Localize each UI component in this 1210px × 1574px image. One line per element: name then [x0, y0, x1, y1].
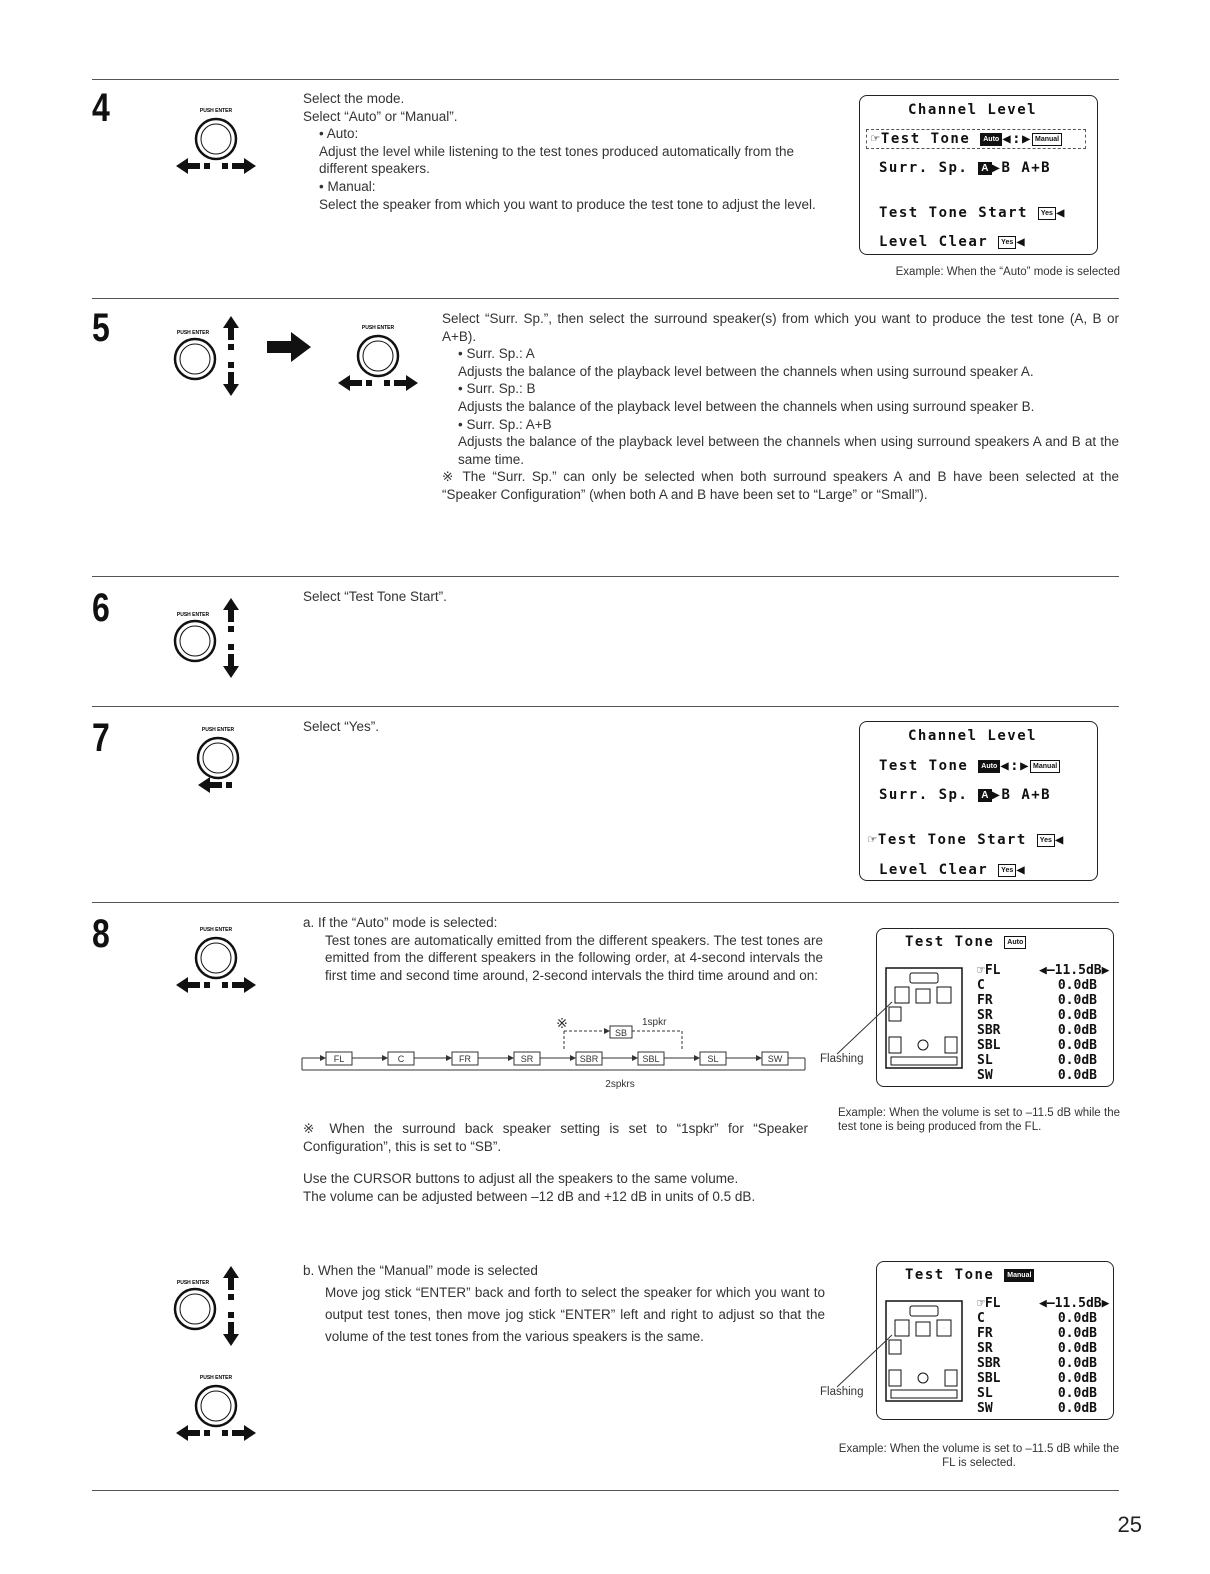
- channel-row: [977, 1023, 1097, 1038]
- channel-level: 0.0dB: [1057, 1386, 1097, 1401]
- display-row-start: ☞Test Tone Start Yes ◀: [868, 832, 1065, 848]
- flow-box-sb: SB: [614, 1028, 628, 1038]
- paragraph: Select the speaker from which you want to produce the test tone to adjust the level.: [319, 196, 816, 212]
- paragraph: Select “Yes”.: [303, 719, 380, 734]
- push-enter-label: PUSH ENTER: [361, 325, 395, 331]
- channel-row: [977, 963, 1110, 978]
- jog-stick-left-right-icon: [171, 1370, 261, 1455]
- mode-chip: Manual: [1004, 1269, 1034, 1282]
- flashing-label: Flashing: [820, 1386, 864, 1398]
- row-label: Surr. Sp.: [879, 160, 969, 176]
- yes-chip: Yes: [998, 236, 1016, 249]
- display-title: [905, 934, 1026, 950]
- channel-level: 0.0dB: [1057, 1371, 1097, 1386]
- flow-box-label: FL: [333, 1054, 345, 1064]
- display-row-test-tone: Test Tone Auto ◀:▶ Manual: [879, 758, 1060, 774]
- step-number: 8: [92, 912, 110, 956]
- push-enter-label: PUSH ENTER: [176, 612, 210, 618]
- channel-level: ◀–11.5dB▶: [1039, 963, 1110, 978]
- paragraph: Use the CURSOR buttons to adjust all the speakers to the same volume.: [303, 1171, 739, 1186]
- flow-arrowhead: [508, 1055, 514, 1061]
- channel-name: FR: [977, 993, 993, 1008]
- push-enter-label: PUSH ENTER: [201, 727, 235, 733]
- channel-name: SBR: [977, 1356, 1001, 1371]
- flashing-pointer: [832, 1333, 902, 1393]
- surr-a-chip: A: [978, 789, 991, 802]
- display-row-test-tone: ☞Test Tone Auto ◀:▶ Manual: [866, 129, 1086, 149]
- push-enter-label: PUSH ENTER: [176, 1280, 210, 1286]
- display-caption: Example: When the “Auto” mode is selected: [895, 266, 1120, 278]
- channel-row: [977, 1053, 1097, 1068]
- paragraph: The volume can be adjusted between –12 dB and +12 dB in units of 0.5 dB.: [303, 1188, 756, 1204]
- channel-name: SL: [977, 1386, 993, 1401]
- channel-name: SBR: [977, 1023, 1001, 1038]
- paragraph: Adjusts the balance of the playback level between the channels when using surround speaker B.: [458, 398, 1035, 414]
- yes-chip: Yes: [998, 864, 1016, 877]
- channel-level: 0.0dB: [1057, 1356, 1097, 1371]
- step-8a-text: [303, 914, 823, 984]
- paragraph: Select “Test Tone Start”.: [303, 589, 447, 604]
- display-row-clear: Level Clear Yes ◀: [879, 862, 1027, 878]
- surr-options: B A+B: [1001, 787, 1052, 803]
- row-label: ☞Test Tone: [871, 131, 971, 147]
- display-row-clear: Level Clear Yes ◀: [879, 234, 1027, 250]
- bullet-item: • Surr. Sp.: A+B: [458, 416, 552, 432]
- jog-stick-left-icon: [173, 722, 263, 807]
- step-number: 6: [92, 586, 110, 630]
- row-label: Test Tone: [905, 1267, 995, 1283]
- channel-name: C: [977, 978, 985, 993]
- channel-name: SBL: [977, 1038, 1001, 1053]
- paragraph: b. When the “Manual” mode is selected: [303, 1263, 538, 1278]
- channel-row: [977, 1038, 1097, 1053]
- jog-stick-up-down-icon: [173, 1262, 248, 1357]
- divider: [92, 298, 1119, 299]
- channel-level: 0.0dB: [1057, 1053, 1097, 1068]
- surr-options: B A+B: [1001, 160, 1052, 176]
- mode-chip: Auto: [1004, 936, 1026, 949]
- channel-name: ☞FL: [977, 963, 1001, 978]
- row-label: Test Tone: [879, 758, 969, 774]
- speaker-order-diagram: [300, 1012, 820, 1097]
- paragraph: Adjusts the balance of the playback level between the channels when using surround speaker A.: [458, 363, 1034, 379]
- channel-level: 0.0dB: [1057, 1341, 1097, 1356]
- bullet-item: • Manual:: [319, 178, 376, 194]
- push-enter-label: PUSH ENTER: [199, 1375, 233, 1381]
- channel-level: 0.0dB: [1057, 993, 1097, 1008]
- channel-row: [977, 1296, 1110, 1311]
- display-title: Channel Level: [908, 728, 1038, 744]
- row-label: Test Tone: [905, 934, 995, 950]
- push-enter-label: PUSH ENTER: [176, 330, 210, 336]
- channel-row: [977, 978, 1097, 993]
- channel-level-display: [859, 721, 1098, 881]
- divider: [92, 1490, 1119, 1491]
- divider: [92, 576, 1119, 577]
- paragraph: Move jog stick “ENTER” back and forth to select the speaker for which you want to output test tones, then move jog stick “ENTER” left and right to adjust so that the volume of the test tones from the various speakers is the same.: [325, 1285, 825, 1344]
- step-8-note: ※ When the surround back speaker setting is set to “1spkr” for “Speaker Configuration”, this is set to “SB”.: [303, 1121, 808, 1154]
- channel-list: [977, 963, 1110, 1083]
- manual-chip: Manual: [1030, 760, 1060, 773]
- bullet-item: • Auto:: [319, 126, 359, 142]
- channel-name: SW: [977, 1401, 993, 1416]
- step-8b-text: [303, 1260, 825, 1348]
- display-caption: Example: When the volume is set to –11.5 dB while the FL is selected.: [838, 1443, 1120, 1469]
- channel-name: FR: [977, 1326, 993, 1341]
- flow-box-label: SR: [520, 1054, 534, 1064]
- display-title: [905, 1267, 1034, 1283]
- channel-name: SW: [977, 1068, 993, 1083]
- channel-row: [977, 993, 1097, 1008]
- channel-name: SBL: [977, 1371, 1001, 1386]
- paragraph: Adjusts the balance of the playback level between the channels when using surround speakers A and B at the same time.: [458, 434, 1119, 467]
- push-enter-label: PUSH ENTER: [199, 108, 233, 114]
- display-row-start: Test Tone Start Yes ◀: [879, 205, 1066, 221]
- flow-arrowhead: [694, 1055, 700, 1061]
- flow-boxes: [302, 1052, 805, 1065]
- channel-level: 0.0dB: [1057, 978, 1097, 993]
- flow-arrowhead: [570, 1055, 576, 1061]
- step-6-text: [303, 588, 803, 606]
- jog-stick-left-right-icon: [171, 103, 261, 188]
- display-title: Channel Level: [908, 102, 1038, 118]
- one-speaker-label: 1spkr: [642, 1017, 667, 1028]
- flow-box-label: SBR: [579, 1054, 599, 1064]
- display-row-surr: Surr. Sp. A ▶B A+B: [879, 787, 1052, 803]
- jog-stick-left-right-icon: [171, 922, 261, 1007]
- channel-level: 0.0dB: [1057, 1023, 1097, 1038]
- test-tone-manual-display: [876, 1261, 1114, 1420]
- step-8-cursor-text: [303, 1170, 808, 1205]
- jog-stick-up-down-icon: [173, 594, 248, 689]
- jog-stick-up-down-icon: [173, 312, 248, 407]
- channel-level: 0.0dB: [1057, 1068, 1097, 1083]
- row-label: Level Clear: [879, 862, 989, 878]
- test-tone-auto-display: [876, 928, 1114, 1087]
- auto-chip: Auto: [978, 760, 1000, 773]
- channel-name: SR: [977, 1008, 993, 1023]
- flow-box-label: FR: [459, 1054, 471, 1064]
- paragraph: Select “Surr. Sp.”, then select the surround speaker(s) from which you want to produce the test tone (A, B or A+B).: [442, 311, 1119, 344]
- channel-row: [977, 1311, 1097, 1326]
- flow-box-label: SW: [767, 1054, 783, 1064]
- surr-a-chip: A: [978, 162, 991, 175]
- step-4-text: [303, 90, 825, 213]
- channel-name: SR: [977, 1341, 993, 1356]
- flow-box-label: C: [397, 1054, 405, 1064]
- display-row-surr: Surr. Sp. A ▶B A+B: [879, 160, 1052, 176]
- channel-list: [977, 1296, 1110, 1416]
- flashing-label: Flashing: [820, 1053, 864, 1065]
- note-star: ※: [556, 1015, 568, 1031]
- channel-row: [977, 1371, 1097, 1386]
- yes-chip: Yes: [1038, 207, 1056, 220]
- bullet-item: • Surr. Sp.: B: [458, 381, 536, 397]
- channel-row: [977, 1341, 1097, 1356]
- flow-arrowhead: [382, 1055, 388, 1061]
- flashing-pointer: [832, 1000, 902, 1060]
- manual-chip: Manual: [1032, 133, 1062, 146]
- jog-stick-left-right-icon: [333, 320, 423, 405]
- divider: [92, 79, 1119, 80]
- step-7-text: [303, 718, 803, 736]
- channel-level: 0.0dB: [1057, 1311, 1097, 1326]
- channel-level: ◀–11.5dB▶: [1039, 1296, 1110, 1311]
- channel-level: 0.0dB: [1057, 1401, 1097, 1416]
- channel-name: SL: [977, 1053, 993, 1068]
- channel-level: 0.0dB: [1057, 1326, 1097, 1341]
- flow-arrowhead: [632, 1055, 638, 1061]
- channel-level: 0.0dB: [1057, 1038, 1097, 1053]
- divider: [92, 706, 1119, 707]
- channel-name: ☞FL: [977, 1296, 1001, 1311]
- step-number: 5: [92, 306, 110, 350]
- paragraph: a. If the “Auto” mode is selected:: [303, 915, 498, 930]
- step-number: 4: [92, 86, 110, 130]
- flow-box-label: SL: [707, 1054, 719, 1064]
- two-speakers-label: 2spkrs: [605, 1079, 635, 1090]
- paragraph: Test tones are automatically emitted from the different speakers. The test tones are emitted from the different speakers in the following order, at 4-second intervals the first time and second time around, 2-second intervals the third time around and on:: [325, 932, 823, 983]
- push-enter-label: PUSH ENTER: [199, 927, 233, 933]
- paragraph: Adjust the level while listening to the test tones produced automatically from the different speakers.: [319, 143, 795, 177]
- row-label: Test Tone Start: [879, 205, 1028, 221]
- flow-arrowhead: [756, 1055, 762, 1061]
- yes-chip: Yes: [1037, 834, 1055, 847]
- row-label: ☞Test Tone Start: [868, 832, 1027, 848]
- row-label: Level Clear: [879, 234, 989, 250]
- auto-chip: Auto: [980, 133, 1002, 146]
- step-number: 7: [92, 716, 110, 760]
- next-arrow-icon: [267, 332, 313, 362]
- channel-row: [977, 1326, 1097, 1341]
- row-label: Surr. Sp.: [879, 787, 969, 803]
- channel-name: C: [977, 1311, 985, 1326]
- step-5-text: [442, 310, 1119, 504]
- channel-row: [977, 1401, 1097, 1416]
- flow-box-label: SBL: [642, 1054, 660, 1064]
- paragraph: Select the mode.: [303, 91, 405, 106]
- note: ※ The “Surr. Sp.” can only be selected when both surround speakers A and B have been selected at the “Speaker Configuration” (when both A and B have been set to “Large” or “Small”).: [442, 469, 1119, 502]
- display-caption: Example: When the volume is set to –11.5 dB while the test tone is being produced from the FL.: [838, 1107, 1120, 1133]
- channel-row: [977, 1386, 1097, 1401]
- channel-row: [977, 1068, 1097, 1083]
- channel-row: [977, 1008, 1097, 1023]
- channel-row: [977, 1356, 1097, 1371]
- bullet-item: • Surr. Sp.: A: [458, 346, 535, 362]
- flow-arrowhead: [446, 1055, 452, 1061]
- divider: [92, 902, 1119, 903]
- channel-level: 0.0dB: [1057, 1008, 1097, 1023]
- paragraph: Select “Auto” or “Manual”.: [303, 108, 458, 124]
- channel-level-display: [859, 95, 1098, 255]
- page-number: 25: [1117, 1512, 1142, 1537]
- flow-arrowhead: [320, 1055, 326, 1061]
